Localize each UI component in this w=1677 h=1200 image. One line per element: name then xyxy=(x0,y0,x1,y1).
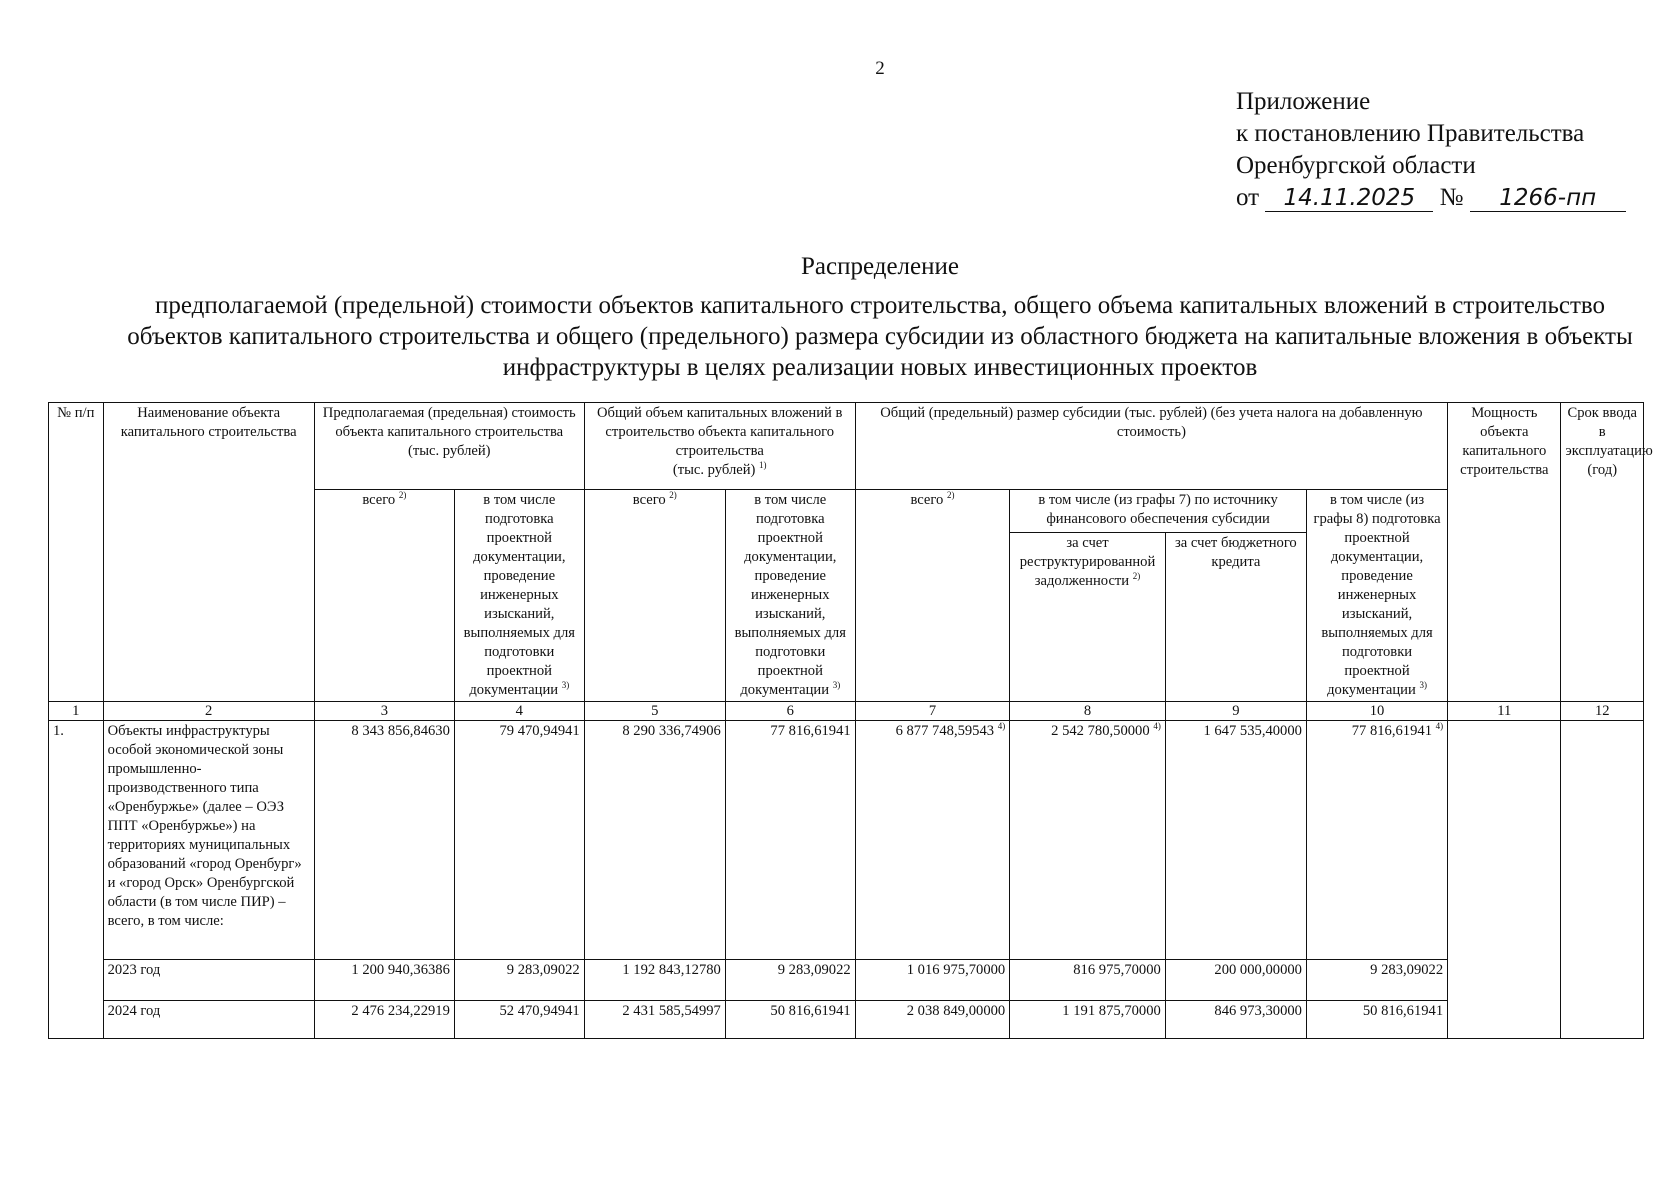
header-invest-total xyxy=(584,490,725,702)
header-cost-design xyxy=(454,490,584,702)
table-row xyxy=(49,960,1644,1001)
header-subsidy-total xyxy=(855,490,1010,702)
header-cost: Предполагаемая (предельная) стоимость объекта капитального строительства (тыс. рублей) xyxy=(314,403,584,490)
row-no: 1. xyxy=(49,721,104,1039)
cell-c5: 1 192 843,12780 xyxy=(584,960,725,1001)
col-number: 2 xyxy=(103,702,314,721)
footnote-2: 2) xyxy=(946,490,955,501)
restructured-label: за счет реструктурированной задолженности xyxy=(1019,535,1156,589)
cell-c8: 1 191 875,70000 xyxy=(1010,1001,1166,1039)
incl-design-label: в том числе подготовка проектной документации, проведение инженерных изысканий, выполняемых для подготовки проектной документации xyxy=(734,492,846,698)
appendix-date-line xyxy=(1236,182,1626,214)
cell-c3: 8 343 856,84630 xyxy=(314,721,454,960)
handwritten-number: 1266-пп xyxy=(1470,185,1626,212)
total-label: всего xyxy=(632,492,666,508)
cell-c8 xyxy=(1010,721,1166,960)
footnote-4: 4) xyxy=(997,721,1006,732)
header-row-1 xyxy=(49,403,1644,490)
cell-c8-value: 2 542 780,50000 xyxy=(1051,723,1150,739)
footnote-1: 1) xyxy=(759,460,767,471)
number-label: № xyxy=(1439,184,1464,211)
col-number: 8 xyxy=(1010,702,1166,721)
appendix-line-1: Приложение xyxy=(1236,88,1371,115)
header-name: Наименование объекта капитального строительства xyxy=(103,403,314,702)
cell-c5: 2 431 585,54997 xyxy=(584,1001,725,1039)
cell-c11 xyxy=(1448,721,1561,1039)
cell-c9: 200 000,00000 xyxy=(1165,960,1306,1001)
row-name: 2023 год xyxy=(103,960,314,1001)
cell-c3: 1 200 940,36386 xyxy=(314,960,454,1001)
col-number: 5 xyxy=(584,702,725,721)
table-row xyxy=(49,1001,1644,1039)
appendix-line-2: к постановлению Правительства xyxy=(1236,120,1585,147)
footnote-4: 4) xyxy=(1435,721,1444,732)
footnote-4: 4) xyxy=(1153,721,1161,732)
total-label: всего xyxy=(362,492,396,508)
footnote-3: 3) xyxy=(832,680,841,691)
header-no: № п/п xyxy=(49,403,104,702)
footnote-2: 2) xyxy=(398,490,407,501)
header-cost-total xyxy=(314,490,454,702)
footnote-2: 2) xyxy=(1132,571,1141,582)
appendix-line-3: Оренбургской области xyxy=(1236,152,1476,179)
cell-c7: 1 016 975,70000 xyxy=(855,960,1010,1001)
cell-c4: 9 283,09022 xyxy=(454,960,584,1001)
cell-c6: 77 816,61941 xyxy=(725,721,855,960)
header-capacity: Мощность объекта капитального строительства xyxy=(1448,403,1561,702)
header-restructured xyxy=(1010,533,1166,702)
cell-c3: 2 476 234,22919 xyxy=(314,1001,454,1039)
document-title: Распределение xyxy=(801,253,959,280)
col-number: 10 xyxy=(1306,702,1447,721)
col-number: 12 xyxy=(1561,702,1644,721)
col-number: 9 xyxy=(1165,702,1306,721)
distribution-table xyxy=(48,402,1653,1039)
cell-c8: 816 975,70000 xyxy=(1010,960,1166,1001)
cell-c12 xyxy=(1561,721,1644,1039)
col-number: 7 xyxy=(855,702,1010,721)
document-subtitle: предполагаемой (предельной) стоимости объектов капитального строительства, общего объема капитальных вложений в строительство объектов капитального строительства и общего (предельного) размера субсидии из областного бюджета на капитальные вложения в объекты инфраструктуры в целях реализации новых инвестиционных проектов xyxy=(127,292,1633,381)
header-incl-from7: в том числе (из графы 7) по источнику финансового обеспечения субсидии xyxy=(1010,490,1307,533)
footnote-3: 3) xyxy=(1419,680,1427,691)
cell-c9: 846 973,30000 xyxy=(1165,1001,1306,1039)
page-number: 2 xyxy=(875,58,885,79)
col-number: 3 xyxy=(314,702,454,721)
col-number: 6 xyxy=(725,702,855,721)
cell-c4: 52 470,94941 xyxy=(454,1001,584,1039)
cell-c9: 1 647 535,40000 xyxy=(1165,721,1306,960)
incl-from8-label: в том числе (из графы 8) подготовка проектной документации, проведение инженерных изысканий, выполняемых для подготовки проектной документации xyxy=(1313,492,1441,698)
header-invest-design xyxy=(725,490,855,702)
header-subsidy: Общий (предельный) размер субсидии (тыс. рублей) (без учета налога на добавленную стоимость) xyxy=(855,403,1447,490)
header-incl-from8 xyxy=(1306,490,1447,702)
col-number: 1 xyxy=(49,702,104,721)
cell-c6: 9 283,09022 xyxy=(725,960,855,1001)
footnote-2: 2) xyxy=(669,490,677,501)
cell-c6: 50 816,61941 xyxy=(725,1001,855,1039)
cell-c10: 9 283,09022 xyxy=(1306,960,1447,1001)
cell-c7: 2 038 849,00000 xyxy=(855,1001,1010,1039)
handwritten-date: 14.11.2025 xyxy=(1265,185,1433,212)
incl-design-label: в том числе подготовка проектной документации, проведение инженерных изысканий, выполняемых для подготовки проектной документации xyxy=(463,492,575,698)
total-label: всего xyxy=(910,492,944,508)
appendix-block xyxy=(1236,86,1626,214)
from-label: от xyxy=(1236,184,1260,211)
header-invest-text: Общий объем капитальных вложений в строительство объекта капитального строительства xyxy=(596,405,843,459)
col-number: 11 xyxy=(1448,702,1561,721)
row-name: Объекты инфраструктуры особой экономической зоны промышленно-производственного типа «Оренбуржье» (далее – ОЭЗ ППТ «Оренбуржье») на территориях муниципальных образований «город Оренбург» и «город Орск» Оренбургской области (в том числе ПИР) – всего, в том числе: xyxy=(103,721,314,960)
header-budget-credit: за счет бюджетного кредита xyxy=(1165,533,1306,702)
cell-c10: 50 816,61941 xyxy=(1306,1001,1447,1039)
header-term: Срок ввода в эксплуатацию (год) xyxy=(1561,403,1644,702)
footnote-3: 3) xyxy=(561,680,570,691)
table-row xyxy=(49,721,1644,960)
column-numbers-row xyxy=(49,702,1644,721)
cell-c5: 8 290 336,74906 xyxy=(584,721,725,960)
cell-c10-value: 77 816,61941 xyxy=(1351,723,1432,739)
cell-c4: 79 470,94941 xyxy=(454,721,584,960)
row-name: 2024 год xyxy=(103,1001,314,1039)
cell-c7 xyxy=(855,721,1010,960)
col-number: 4 xyxy=(454,702,584,721)
header-invest xyxy=(584,403,855,490)
cell-c10 xyxy=(1306,721,1447,960)
header-invest-units: (тыс. рублей) xyxy=(672,462,756,478)
cell-c7-value: 6 877 748,59543 xyxy=(895,723,995,739)
